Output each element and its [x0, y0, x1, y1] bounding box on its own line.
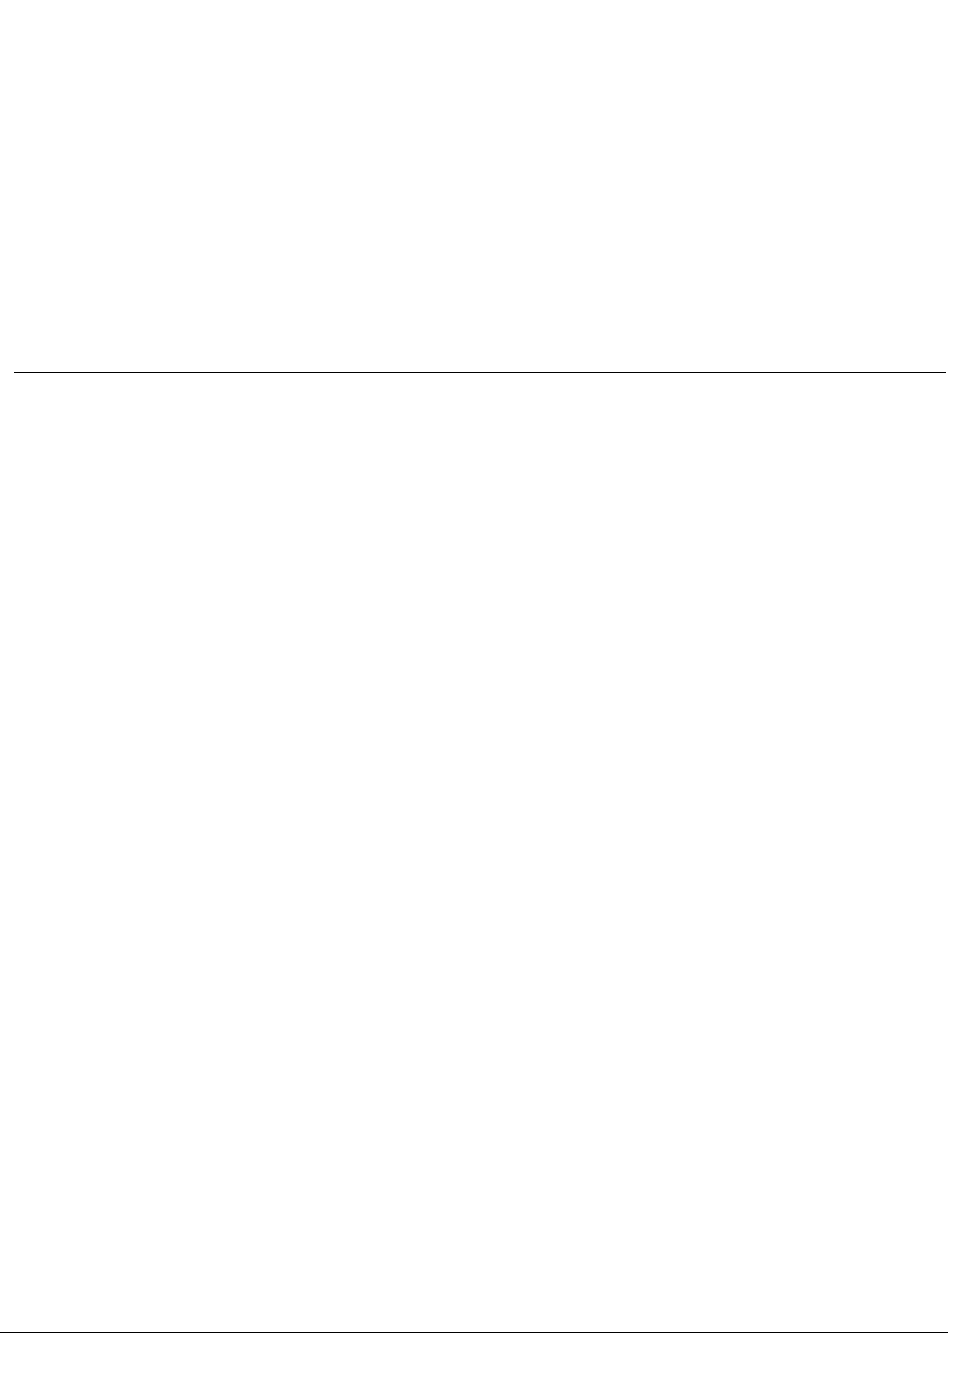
section-divider	[14, 372, 946, 373]
footer-divider	[0, 1332, 948, 1333]
page-footer	[0, 1354, 924, 1376]
